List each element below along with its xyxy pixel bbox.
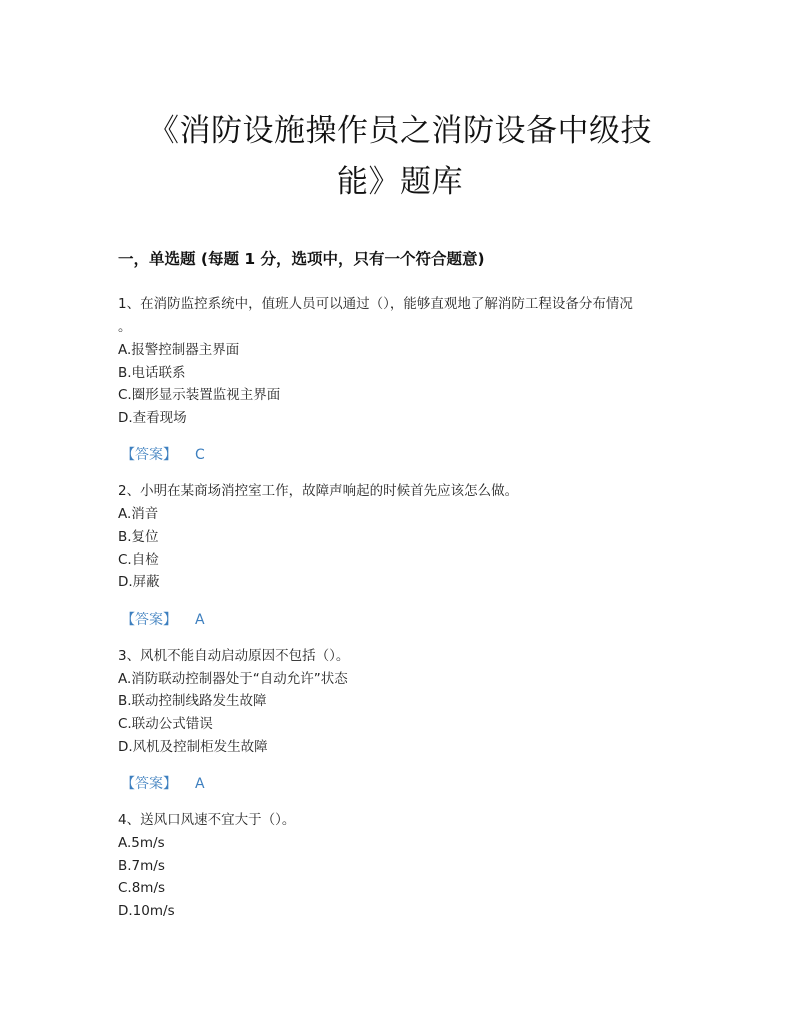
option-c: C.8m/s bbox=[118, 880, 166, 897]
title-line-1: 《消防设施操作员之消防设备中级技 bbox=[148, 113, 652, 149]
question-stem bbox=[118, 480, 688, 503]
question-3 bbox=[118, 645, 688, 795]
option-b: B.电话联系 bbox=[118, 364, 186, 381]
option-a: A.5m/s bbox=[118, 835, 165, 852]
answer-line bbox=[118, 444, 688, 466]
question-2 bbox=[118, 480, 688, 630]
option-a: A.报警控制器主界面 bbox=[118, 342, 240, 358]
question-4 bbox=[118, 809, 688, 922]
answer-value: C bbox=[195, 447, 205, 464]
answer-value: A bbox=[195, 776, 205, 793]
answer-label: 【答案】 bbox=[121, 776, 177, 793]
question-stem bbox=[118, 645, 688, 668]
option-c: C.圈形显示装置监视主界面 bbox=[118, 387, 281, 404]
section-title: 一，单选题 (每题 1 分，选项中，只有一个符合题意) bbox=[118, 250, 485, 268]
question-list bbox=[118, 293, 688, 923]
answer-label: 【答案】 bbox=[121, 447, 177, 464]
title-line-2: 能》题库 bbox=[337, 164, 463, 200]
question-stem bbox=[118, 293, 688, 339]
option-d: D.屏蔽 bbox=[118, 574, 160, 591]
question-stem bbox=[118, 809, 688, 832]
answer-line bbox=[118, 609, 688, 631]
document-title bbox=[100, 106, 700, 208]
option-a: A.消防联动控制器处于“自动允许”状态 bbox=[118, 670, 348, 687]
option-a: A.消音 bbox=[118, 506, 159, 523]
answer-label: 【答案】 bbox=[121, 611, 177, 628]
option-b: B.联动控制线路发生故障 bbox=[118, 693, 267, 710]
option-d: D.风机及控制柜发生故障 bbox=[118, 738, 268, 755]
question-1 bbox=[118, 293, 688, 466]
question-stem-text: 3、风机不能自动启动原因不包括（）。 bbox=[118, 647, 350, 664]
option-b: B.7m/s bbox=[118, 857, 165, 874]
option-d: D.查看现场 bbox=[118, 409, 187, 426]
option-d: D.10m/s bbox=[118, 902, 175, 919]
answer-line bbox=[118, 773, 688, 795]
option-c: C.自检 bbox=[118, 551, 159, 568]
option-b: B.复位 bbox=[118, 528, 159, 545]
option-c: C.联动公式错误 bbox=[118, 715, 213, 732]
question-stem-text: 4、送风口风速不宜大于（）。 bbox=[118, 812, 296, 829]
question-stem-text: 1、在消防监控系统中，值班人员可以通过（），能够直观地了解消防工程设备分布情况 bbox=[118, 296, 633, 312]
question-stem-continuation: 。 bbox=[118, 319, 132, 335]
question-stem-text: 2、小明在某商场消控室工作，故障声响起的时候首先应该怎么做。 bbox=[118, 483, 519, 500]
answer-value: A bbox=[195, 611, 205, 628]
